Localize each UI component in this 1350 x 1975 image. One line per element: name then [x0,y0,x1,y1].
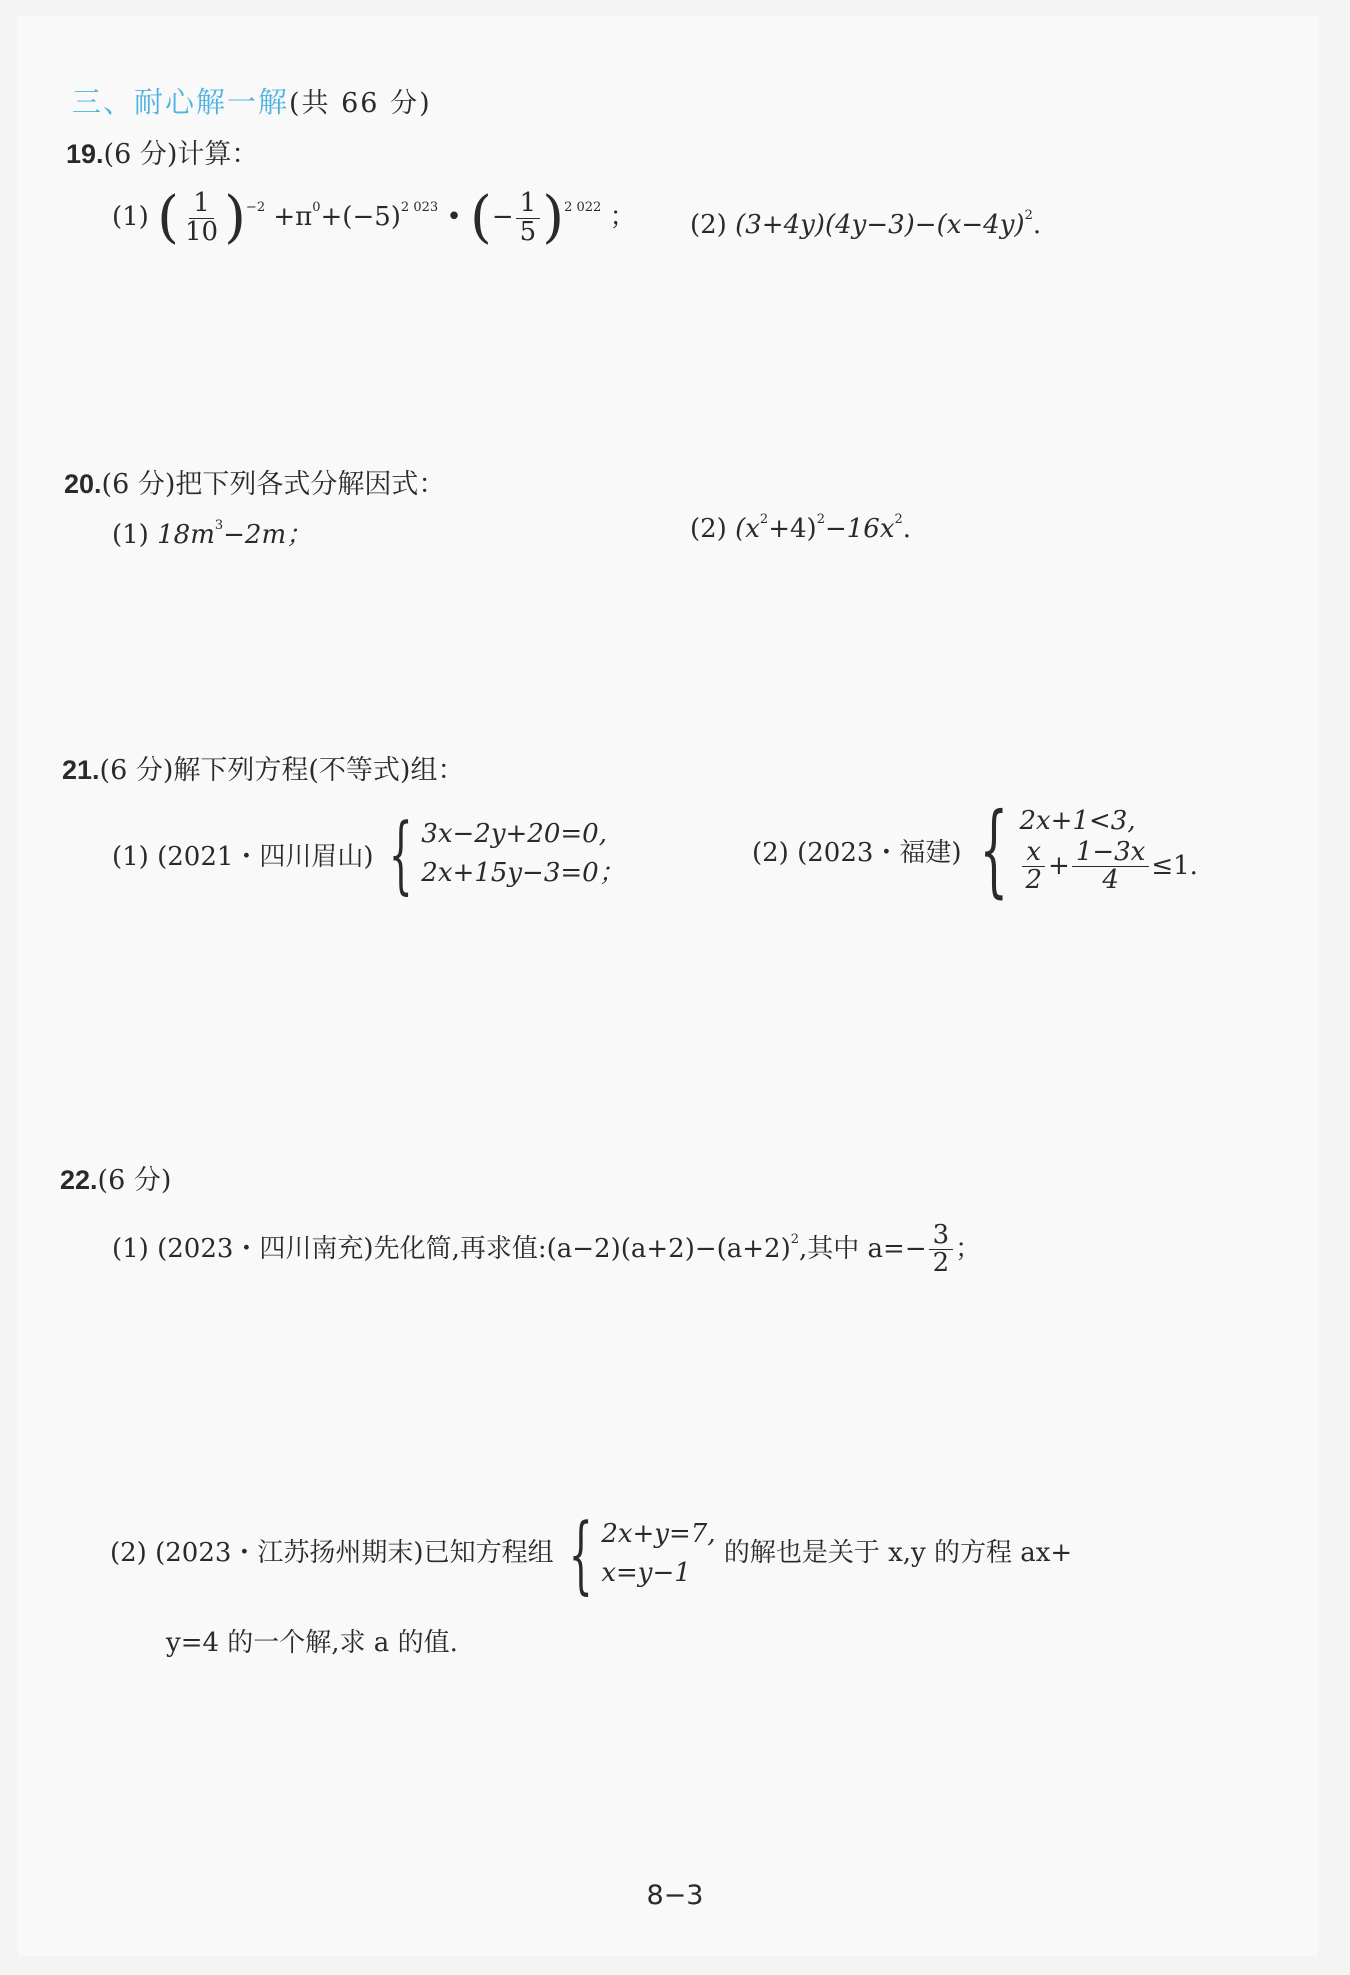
section-title: 三、耐心解一解 [72,85,290,119]
question-20-header [64,462,445,501]
equation: x=y−1 [601,1558,691,1588]
source-tag: (2023・福建) [797,837,962,868]
section-score: (共 66 分) [289,88,432,119]
question-22-part-2-continued: y=4 的一个解,求 a 的值. [166,1628,458,1658]
question-22-part-1: (1) (2023・四川南充)先化简,再求值$:(a-2)(a+2)-(a+2)^2$,其中 a=− $\frac{3}{2}$ ； [112,1220,982,1279]
question-20-part-2: (2) $(x^2+4)^2-16x^2$. [690,512,912,544]
source-tag: (2021・四川眉山) [157,841,374,872]
question-19-part-2: (2) $(3+4y)(4y-3)-(x-4y)^2$. [690,208,1042,240]
question-prompt: (6 分)解下列方程(不等式)组： [99,755,465,786]
question-19-header [66,132,258,171]
page-number: 8−3 [646,1880,704,1911]
question-prompt: (6 分) [97,1165,172,1196]
section-header [72,80,432,121]
inequality: $\frac{x}{2}$ + $\frac{1-3x}{4}$ ≤1. [1019,839,1197,895]
part-label: (1) [112,202,149,232]
equation-system: { 3x−2y+20=0, 2x+15y−3=0； [388,805,625,903]
fraction: $\frac{1}{5}$ [516,190,541,246]
part-label: (1) [112,520,149,550]
equation: 2x+15y−3=0； [421,858,625,888]
question-number: 20. [64,469,102,499]
question-21-part-2 [752,791,1198,908]
question-22-part-2: (2) (2023・江苏扬州期末)已知方程组 { 2x+y=7, x=y−1 的解也是关于 x,y 的方程 ax+ [110,1505,1073,1603]
inequality-system: { 2x+1<3, $\frac{x}{2}$ + $\frac{1-3x}{4}$ ≤1. [979,791,1198,908]
inequality: 2x+1<3, [1019,806,1136,837]
equation: 2x+y=7, [601,1519,716,1549]
part-label: (1) [112,1233,149,1264]
part-label: (1) [112,841,149,872]
worksheet-page [18,16,1318,1956]
fraction: $\frac{3}{2}$ [929,1222,954,1278]
question-20-part-1: (1) $18m^3-2m$； [112,518,313,550]
part-label: (2) [690,514,727,544]
source-tag: (2023・四川南充) [157,1233,374,1264]
part-label: (2) [752,837,789,868]
question-number: 21. [62,755,100,785]
question-number: 19. [66,139,104,169]
question-prompt: (6 分)计算： [103,139,259,170]
equation: 3x−2y+20=0, [421,819,607,849]
question-19-part-1: (1) ( $\frac{1}{10}$ )$^{-2} +\pi^0+(-5)^{2 023}$ • (− $\frac{1}{5}$ )$^{2 022}$ ； [112,185,636,250]
question-prompt: (6 分)把下列各式分解因式： [101,469,446,500]
part-label: (2) [110,1538,147,1568]
equation-system: { 2x+y=7, x=y−1 [568,1505,716,1603]
question-21-header [62,748,464,787]
source-tag: (2023・江苏扬州期末) [155,1538,424,1568]
question-number: 22. [60,1165,98,1195]
question-21-part-1 [112,805,625,903]
part-label: (2) [690,210,727,240]
fraction: $\frac{1}{10}$ [184,188,219,247]
question-22-header [60,1158,171,1197]
